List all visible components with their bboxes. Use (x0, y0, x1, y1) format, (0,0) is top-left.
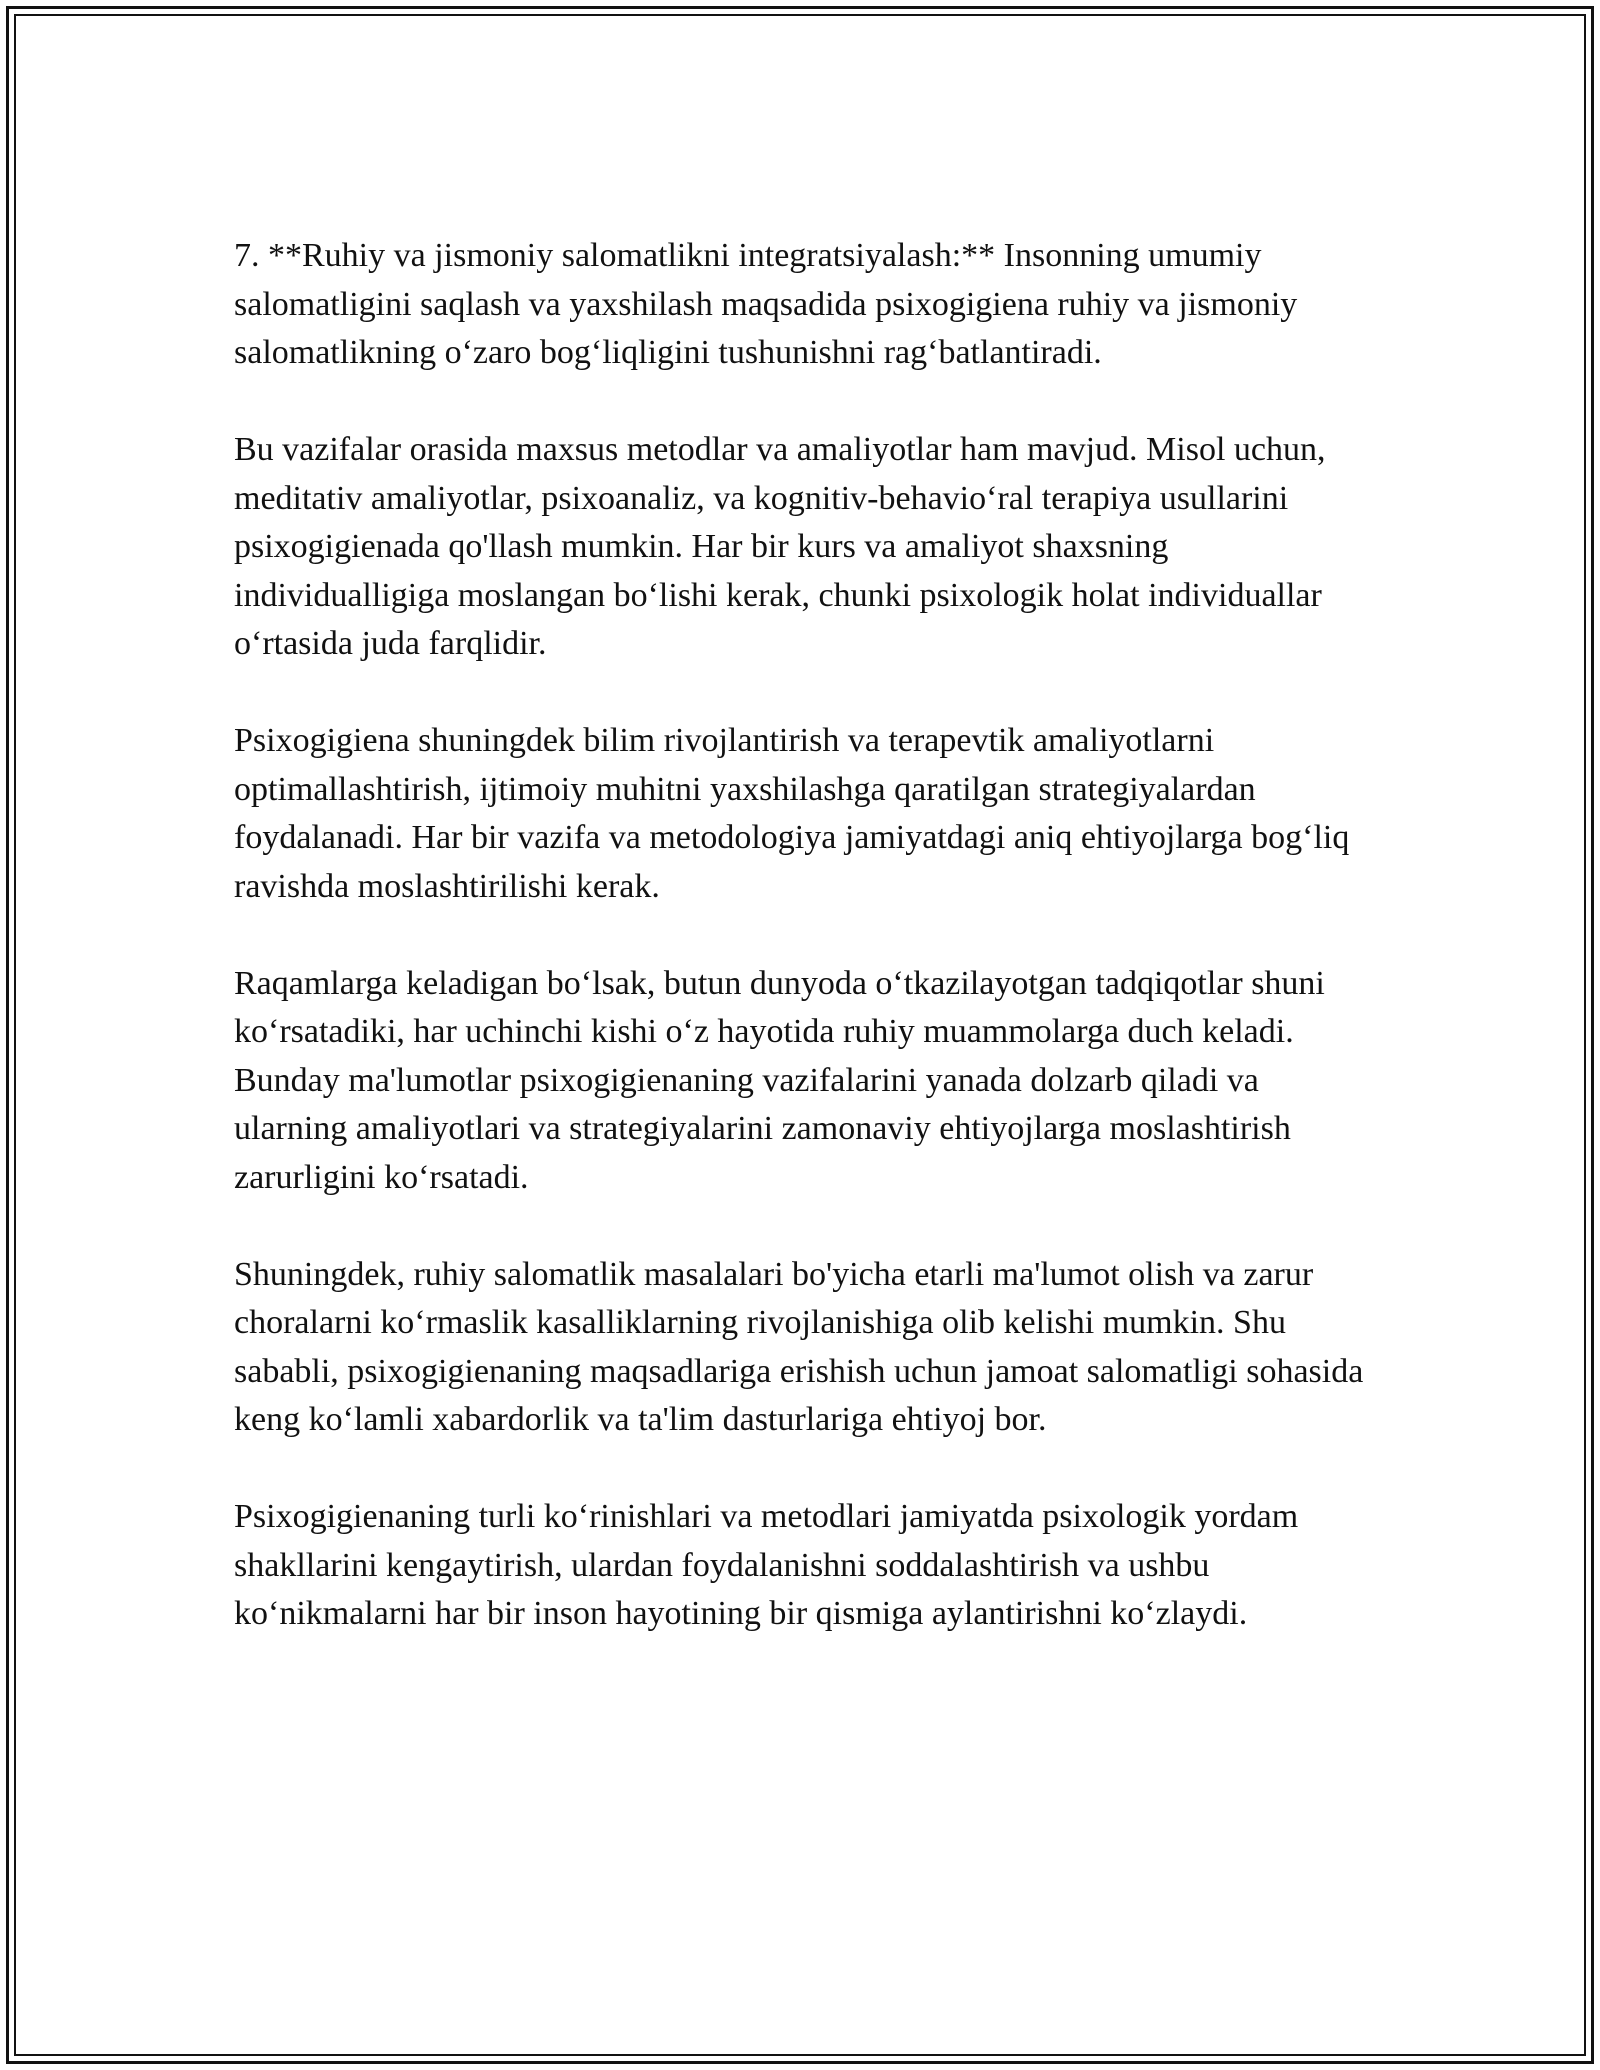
paragraph-statistics: Raqamlarga keladigan bo‘lsak, butun dunyoda o‘tkazilayotgan tadqiqotlar shuni ko‘rsatadiki, har uchinchi kishi o‘z hayotida ruhiy muammolarga duch keladi. Bunday ma'lumotlar psixogigienaning vazifalarini yanada dolzarb qiladi va ularning amaliyotlari va strategiyalarini zamonaviy ehtiyojlarga moslashtirish zarurligini ko‘rsatadi. (234, 964, 1325, 1196)
paragraph-strategies: Psixogigiena shuningdek bilim rivojlantirish va terapevtik amaliyotlarni optimallashtirish, ijtimoiy muhitni yaxshilashga qaratilgan strategiyalardan foydalanadi. Har bir vazifa va metodologiya jamiyatdagi aniq ehtiyojlarga bog‘liq ravishda moslashtirilishi kerak. (234, 722, 1350, 905)
document-body (234, 232, 1374, 1687)
paragraph-methods: Bu vazifalar orasida maxsus metodlar va amaliyotlar ham mavjud. Misol uchun, meditativ amaliyotlar, psixoanaliz, va kognitiv-behavio‘ral terapiya usullarini psixogigienada qo'llash mumkin. Har bir kurs va amaliyot shaxsning individualligiga moslangan bo‘lishi kerak, chunki psixologik holat individuallar o‘rtasida juda farqlidir. (234, 431, 1326, 662)
paragraph-conclusion: Psixogigienaning turli ko‘rinishlari va metodlari jamiyatda psixologik yordam shakllarini kengaytirish, ulardan foydalanishni soddalashtirish va ushbu ko‘nikmalarni har bir inson hayotining bir qismiga aylantirishni ko‘zlaydi. (234, 1498, 1299, 1632)
paragraph-integration: 7. **Ruhiy va jismoniy salomatlikni integratsiyalash:** Insonning umumiy salomatligini saqlash va yaxshilash maqsadida psixogigiena ruhiy va jismoniy salomatlikning o‘zaro bog‘liqligini tushunishni rag‘batlantiradi. (234, 237, 1298, 371)
paragraph-awareness: Shuningdek, ruhiy salomatlik masalalari bo'yicha etarli ma'lumot olish va zarur choralarni ko‘rmaslik kasalliklarning rivojlanishiga olib kelishi mumkin. Shu sababli, psixogigienaning maqsadlariga erishish uchun jamoat salomatligi sohasida keng ko‘lamli xabardorlik va ta'lim dasturlariga ehtiyoj bor. (234, 1255, 1364, 1438)
